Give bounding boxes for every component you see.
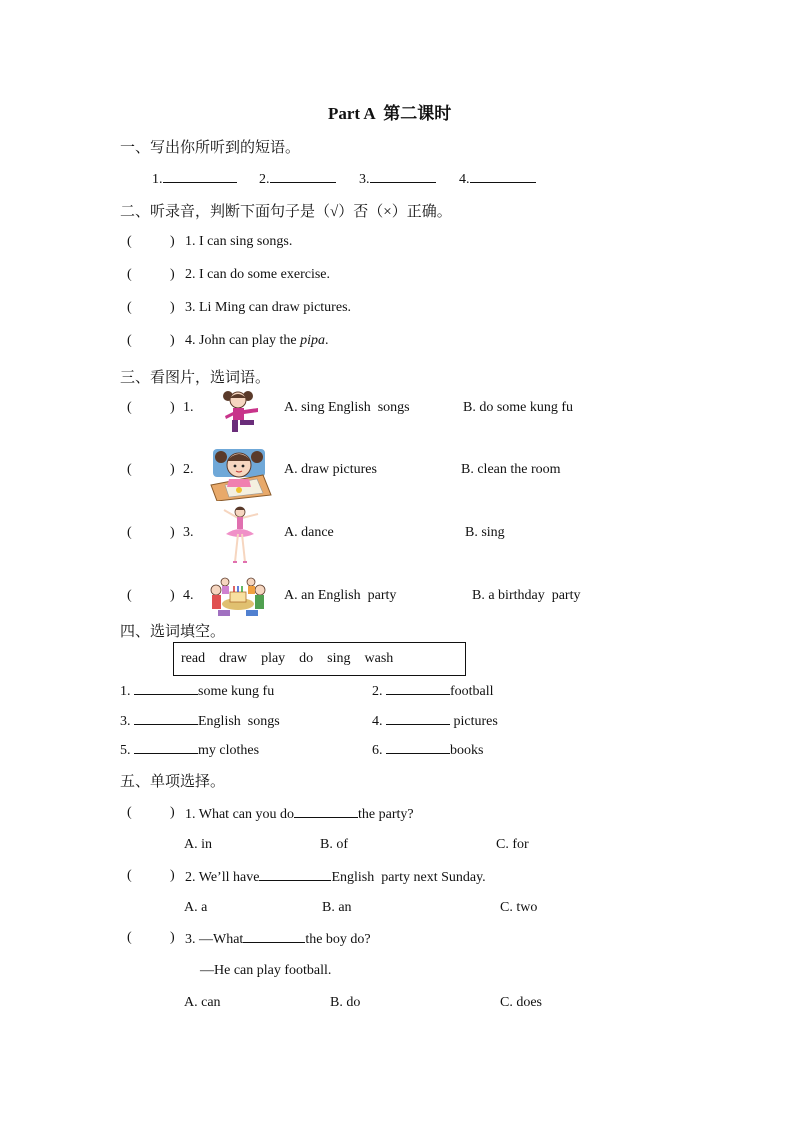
answer-blank <box>259 868 331 881</box>
answer-bracket-open: ( <box>127 267 132 282</box>
birthday-party-picture <box>208 574 268 618</box>
section3-item-4-option-b: B. a birthday party <box>472 588 581 603</box>
section5-question-3: 3. —What the boy do? <box>185 932 371 947</box>
answer-bracket-open: ( <box>127 868 132 883</box>
answer-blank <box>470 170 536 183</box>
section1-item-3: 3. <box>359 170 436 188</box>
section3-item-2-option-b: B. clean the room <box>461 462 561 477</box>
section2-heading: 二、听录音，判断下面句子是（√）否（×）正确。 <box>120 204 452 220</box>
answer-bracket-open: ( <box>127 930 132 945</box>
answer-bracket-open: ( <box>127 333 132 348</box>
answer-blank <box>134 712 198 725</box>
section3-item-3-option-b: B. sing <box>465 525 505 540</box>
section5-q1-option-a: A. in <box>184 837 212 852</box>
answer-blank <box>386 712 450 725</box>
answer-blank <box>370 170 436 183</box>
section5-q3-option-b: B. do <box>330 995 361 1010</box>
answer-blank <box>386 682 450 695</box>
answer-bracket-open: ( <box>127 525 132 540</box>
section2-item-3: 3. Li Ming can draw pictures. <box>185 300 352 315</box>
section4-item-6: 6. books <box>372 743 484 758</box>
answer-blank <box>134 682 198 695</box>
answer-bracket-close: ) <box>170 868 175 883</box>
section1-heading: 一、写出你所听到的短语。 <box>120 140 301 156</box>
section4-heading: 四、选词填空。 <box>120 624 226 640</box>
answer-bracket-open: ( <box>127 300 132 315</box>
section3-item-4-option-a: A. an English party <box>284 588 397 603</box>
section3-item-3-number: 3. <box>183 525 194 540</box>
section3-item-1-option-a: A. sing English songs <box>284 400 410 415</box>
section5-q1-option-b: B. of <box>320 837 348 852</box>
section4-item-1: 1. some kung fu <box>120 684 275 699</box>
section5-q3-reply: —He can play football. <box>200 963 332 978</box>
answer-bracket-close: ) <box>170 234 175 249</box>
answer-blank <box>243 930 305 943</box>
section1-item-2: 2. <box>259 170 336 188</box>
answer-bracket-close: ) <box>170 462 175 477</box>
answer-bracket-close: ) <box>170 400 175 415</box>
section5-q1-option-c: C. for <box>496 837 529 852</box>
page-title: Part A 第二课时 <box>328 104 452 123</box>
section4-item-3: 3. English songs <box>120 714 280 729</box>
section3-item-2-option-a: A. draw pictures <box>284 462 377 477</box>
answer-bracket-close: ) <box>170 805 175 820</box>
section5-q3-option-a: A. can <box>184 995 221 1010</box>
section3-item-2-number: 2. <box>183 462 194 477</box>
section4-item-2: 2. football <box>372 684 494 699</box>
answer-bracket-open: ( <box>127 400 132 415</box>
answer-bracket-close: ) <box>170 930 175 945</box>
answer-bracket-close: ) <box>170 333 175 348</box>
section3-item-4-number: 4. <box>183 588 194 603</box>
section5-heading: 五、单项选择。 <box>120 774 226 790</box>
section5-q2-option-b: B. an <box>322 900 352 915</box>
word-bank: read draw play do sing wash <box>181 651 394 666</box>
section3-item-1-option-b: B. do some kung fu <box>463 400 574 415</box>
answer-blank <box>270 170 336 183</box>
answer-blank <box>386 741 450 754</box>
girl-drawing-picture <box>207 445 273 501</box>
answer-bracket-open: ( <box>127 805 132 820</box>
section4-item-4: 4. pictures <box>372 714 498 729</box>
section3-item-1-number: 1. <box>183 400 194 415</box>
answer-bracket-close: ) <box>170 267 175 282</box>
answer-bracket-close: ) <box>170 588 175 603</box>
answer-blank <box>163 170 237 183</box>
answer-bracket-open: ( <box>127 588 132 603</box>
section5-question-2: 2. We’ll have English party next Sunday. <box>185 870 486 885</box>
answer-blank <box>294 805 358 818</box>
answer-bracket-open: ( <box>127 462 132 477</box>
section4-item-5: 5. my clothes <box>120 743 260 758</box>
section5-q2-option-c: C. two <box>500 900 538 915</box>
section2-item-4: 4. John can play the pipa. <box>185 333 329 348</box>
section5-question-1: 1. What can you do the party? <box>185 807 414 822</box>
section3-item-3-option-a: A. dance <box>284 525 334 540</box>
section3-heading: 三、看图片，选词语。 <box>120 370 271 386</box>
ballerina-picture <box>218 504 264 566</box>
answer-bracket-close: ) <box>170 525 175 540</box>
section5-q2-option-a: A. a <box>184 900 208 915</box>
section2-item-1: 1. I can sing songs. <box>185 234 293 249</box>
answer-blank <box>134 741 198 754</box>
section1-item-1: 1. <box>152 170 237 188</box>
section1-item-4: 4. <box>459 170 536 188</box>
girl-kung-fu-picture <box>218 386 266 438</box>
section2-item-2: 2. I can do some exercise. <box>185 267 330 282</box>
answer-bracket-close: ) <box>170 300 175 315</box>
answer-bracket-open: ( <box>127 234 132 249</box>
section5-q3-option-c: C. does <box>500 995 542 1010</box>
